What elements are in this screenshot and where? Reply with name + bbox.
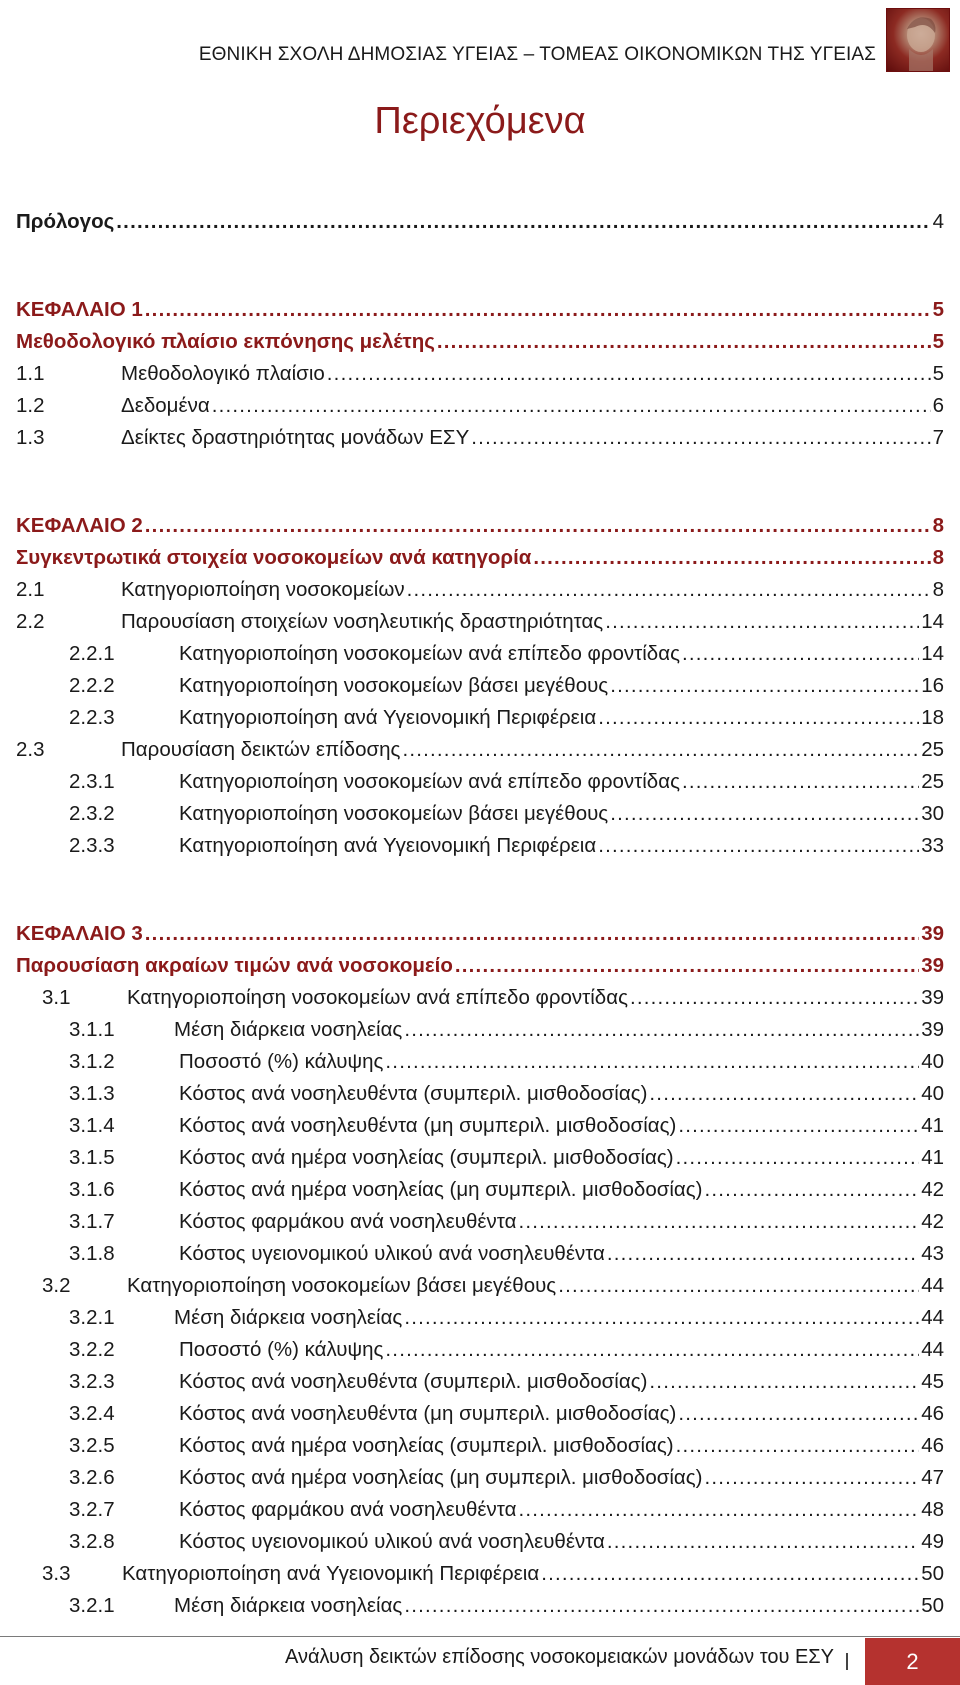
toc-entry-number: 2.2 bbox=[16, 610, 45, 633]
dot-leader bbox=[676, 1434, 920, 1458]
institution-logo bbox=[886, 8, 950, 72]
dot-leader bbox=[705, 1178, 920, 1202]
toc-entry-number: 3.1 bbox=[42, 986, 71, 1009]
toc-entry-title: Κατηγοριοποίηση νοσοκομείων ανά επίπεδο φροντίδας bbox=[179, 642, 680, 665]
dot-leader bbox=[649, 1082, 919, 1106]
toc-entry-title: Κόστος ανά νοσηλευθέντα (μη συμπεριλ. μισθοδοσίας) bbox=[179, 1402, 677, 1425]
toc-entry-2-3-3[interactable] bbox=[16, 834, 944, 866]
toc-entry-title: Κατηγοριοποίηση νοσοκομείων βάσει μεγέθους bbox=[179, 802, 609, 825]
toc-entry-page: 42 bbox=[921, 1210, 944, 1233]
toc-entry-title: Παρουσίαση ακραίων τιμών ανά νοσοκομείο bbox=[16, 954, 453, 977]
toc-entry-title: Κατηγοριοποίηση ανά Υγειονομική Περιφέρεια bbox=[122, 1562, 540, 1585]
toc-entry-number: 3.2.6 bbox=[69, 1466, 115, 1489]
dot-leader bbox=[533, 546, 930, 570]
toc-entry-page: 41 bbox=[921, 1146, 944, 1169]
toc-entry-3-1-2[interactable] bbox=[16, 1050, 944, 1082]
toc-entry-number: 3.1.1 bbox=[69, 1018, 115, 1041]
dot-leader bbox=[116, 210, 930, 234]
page-number-badge bbox=[865, 1638, 960, 1685]
toc-entry-title: Κόστος ανά ημέρα νοσηλείας (συμπεριλ. μισθοδοσίας) bbox=[179, 1434, 674, 1457]
toc-entry-number: 2.2.2 bbox=[69, 674, 115, 697]
toc-entry-title: ΚΕΦΑΛΑΙΟ 1 bbox=[16, 298, 143, 321]
toc-entry-title: ΚΕΦΑΛΑΙΟ 3 bbox=[16, 922, 143, 945]
toc-entry-number: 3.2.8 bbox=[69, 1530, 115, 1553]
running-header: ΕΘΝΙΚΗ ΣΧΟΛΗ ΔΗΜΟΣΙΑΣ ΥΓΕΙΑΣ – ΤΟΜΕΑΣ ΟΙΚΟΝΟΜΙΚΩΝ ΤΗΣ ΥΓΕΙΑΣ bbox=[198, 44, 876, 65]
dot-leader bbox=[558, 1274, 919, 1298]
toc-entry-title: Μέση διάρκεια νοσηλείας bbox=[174, 1594, 403, 1617]
toc-entry-page: 41 bbox=[921, 1114, 944, 1137]
toc-entry-page: 14 bbox=[921, 610, 944, 633]
toc-entry-title: Κόστος φαρμάκου ανά νοσηλευθέντα bbox=[179, 1498, 517, 1521]
toc-entry-page: 8 bbox=[932, 514, 944, 537]
toc-entry-page: 33 bbox=[921, 834, 944, 857]
dot-leader bbox=[610, 674, 919, 698]
page-number: 2 bbox=[906, 1648, 919, 1674]
toc-entry-page: 50 bbox=[921, 1562, 944, 1585]
toc-entry-page: 44 bbox=[921, 1338, 944, 1361]
toc-entry-page: 25 bbox=[921, 770, 944, 793]
dot-leader bbox=[678, 1114, 919, 1138]
toc-entry-title: Κόστος ανά ημέρα νοσηλείας (μη συμπεριλ. μισθοδοσίας) bbox=[179, 1178, 703, 1201]
toc-entry-title: Συγκεντρωτικά στοιχεία νοσοκομείων ανά κατηγορία bbox=[16, 546, 532, 569]
toc-entry-3-2-8[interactable] bbox=[16, 1530, 944, 1562]
toc-entry-page: 43 bbox=[921, 1242, 944, 1265]
dot-leader bbox=[385, 1050, 919, 1074]
dot-leader bbox=[471, 426, 930, 450]
toc-entry-page: 50 bbox=[921, 1594, 944, 1617]
toc-entry-title: Κόστος ανά νοσηλευθέντα (συμπεριλ. μισθοδοσίας) bbox=[179, 1082, 648, 1105]
toc-entry-2-1[interactable] bbox=[16, 578, 944, 610]
toc-entry-title: Κόστος ανά νοσηλευθέντα (συμπεριλ. μισθοδοσίας) bbox=[179, 1370, 648, 1393]
toc-entry-title: Δεδομένα bbox=[121, 394, 210, 417]
toc-entry-number: 1.1 bbox=[16, 362, 45, 385]
toc-entry-page: 30 bbox=[921, 802, 944, 825]
toc-entry-number: 2.2.1 bbox=[69, 642, 115, 665]
toc-entry-number: 3.2.1 bbox=[69, 1594, 115, 1617]
dot-leader bbox=[327, 362, 931, 386]
toc-entry-3-2-5[interactable] bbox=[16, 1434, 944, 1466]
toc-entry-page: 18 bbox=[921, 706, 944, 729]
dot-leader bbox=[212, 394, 931, 418]
toc-entry-number: 3.1.6 bbox=[69, 1178, 115, 1201]
toc-entry-title: Παρουσίαση στοιχείων νοσηλευτικής δραστηριότητας bbox=[121, 610, 604, 633]
toc-entry-page: 5 bbox=[932, 330, 944, 353]
dot-leader bbox=[610, 802, 919, 826]
toc-entry-number: 3.2.2 bbox=[69, 1338, 115, 1361]
toc-entry-number: 3.1.3 bbox=[69, 1082, 115, 1105]
dot-leader bbox=[518, 1210, 919, 1234]
toc-entry-2-2-3[interactable] bbox=[16, 706, 944, 738]
dot-leader bbox=[518, 1498, 919, 1522]
toc-entry-number: 1.3 bbox=[16, 426, 45, 449]
dot-leader bbox=[404, 1594, 919, 1618]
toc-entry-page: 40 bbox=[921, 1050, 944, 1073]
dot-leader bbox=[541, 1562, 919, 1586]
dot-leader bbox=[402, 738, 919, 762]
toc-entry-chapter-1[interactable] bbox=[16, 298, 944, 330]
page-title: Περιεχόμενα bbox=[374, 100, 586, 142]
toc-entry-2-3-2[interactable] bbox=[16, 802, 944, 834]
toc-entry-3-1-1[interactable] bbox=[16, 1018, 944, 1050]
toc-entry-1-2[interactable] bbox=[16, 394, 944, 426]
toc-entry-page: 4 bbox=[932, 210, 944, 233]
dot-leader bbox=[404, 1018, 919, 1042]
toc-entry-title: Κατηγοριοποίηση ανά Υγειονομική Περιφέρεια bbox=[179, 706, 597, 729]
toc-entry-number: 3.2.7 bbox=[69, 1498, 115, 1521]
dot-leader bbox=[682, 770, 919, 794]
toc-entry-number: 3.3 bbox=[42, 1562, 71, 1585]
toc-entry-number: 3.2 bbox=[42, 1274, 71, 1297]
toc-entry-title: Κατηγοριοποίηση νοσοκομείων ανά επίπεδο φροντίδας bbox=[127, 986, 628, 1009]
toc-entry-title: Ποσοστό (%) κάλυψης bbox=[179, 1050, 384, 1073]
toc-entry-title: ΚΕΦΑΛΑΙΟ 2 bbox=[16, 514, 143, 537]
toc-entry-title: Κόστος φαρμάκου ανά νοσηλευθέντα bbox=[179, 1210, 517, 1233]
toc-entry-3-1-4[interactable] bbox=[16, 1114, 944, 1146]
toc-entry-page: 42 bbox=[921, 1178, 944, 1201]
toc-entry-page: 6 bbox=[932, 394, 944, 417]
toc-entry-number: 3.2.4 bbox=[69, 1402, 115, 1425]
dot-leader bbox=[649, 1370, 919, 1394]
toc-entry-number: 2.3.3 bbox=[69, 834, 115, 857]
footer-separator bbox=[846, 1653, 848, 1670]
dot-leader bbox=[678, 1402, 919, 1426]
toc-entry-number: 1.2 bbox=[16, 394, 45, 417]
toc-entry-number: 2.3.1 bbox=[69, 770, 115, 793]
toc-entry-3-3[interactable] bbox=[16, 1562, 944, 1594]
dot-leader bbox=[437, 330, 931, 354]
dot-leader bbox=[705, 1466, 920, 1490]
toc-entry-2-2-2[interactable] bbox=[16, 674, 944, 706]
toc-entry-chapter-2-title[interactable] bbox=[16, 546, 944, 578]
toc-entry-number: 3.2.1 bbox=[69, 1306, 115, 1329]
toc-entry-3-1[interactable] bbox=[16, 986, 944, 1018]
toc-entry-3-2[interactable] bbox=[16, 1274, 944, 1306]
footer-divider bbox=[0, 1636, 960, 1637]
toc-entry-page: 48 bbox=[921, 1498, 944, 1521]
toc-entry-title: Κατηγοριοποίηση νοσοκομείων βάσει μεγέθους bbox=[127, 1274, 557, 1297]
toc-entry-3-1-7[interactable] bbox=[16, 1210, 944, 1242]
toc-entry-number: 3.1.4 bbox=[69, 1114, 115, 1137]
toc-entry-2-2-1[interactable] bbox=[16, 642, 944, 674]
toc-entry-page: 8 bbox=[932, 546, 944, 569]
toc-entry-title: Κατηγοριοποίηση νοσοκομείων bbox=[121, 578, 405, 601]
toc-entry-number: 2.3 bbox=[16, 738, 45, 761]
dot-leader bbox=[630, 986, 919, 1010]
statue-head-icon bbox=[887, 9, 949, 71]
dot-leader bbox=[385, 1338, 919, 1362]
running-footer: Ανάλυση δεικτών επίδοσης νοσοκομειακών μονάδων του ΕΣΥ bbox=[284, 1646, 834, 1668]
dot-leader bbox=[145, 922, 919, 946]
toc-entry-page: 16 bbox=[921, 674, 944, 697]
toc-entry-title: Κόστος ανά ημέρα νοσηλείας (συμπεριλ. μισθοδοσίας) bbox=[179, 1146, 674, 1169]
toc-entry-page: 47 bbox=[921, 1466, 944, 1489]
dot-leader bbox=[598, 706, 919, 730]
dot-leader bbox=[145, 298, 931, 322]
toc-entry-page: 39 bbox=[921, 1018, 944, 1041]
toc-entry-title: Κατηγοριοποίηση νοσοκομείων ανά επίπεδο φροντίδας bbox=[179, 770, 680, 793]
toc-entry-chapter-2[interactable] bbox=[16, 514, 944, 546]
toc-entry-page: 25 bbox=[921, 738, 944, 761]
dot-leader bbox=[404, 1306, 919, 1330]
dot-leader bbox=[607, 1242, 919, 1266]
dot-leader bbox=[676, 1146, 920, 1170]
toc-entry-number: 3.2.3 bbox=[69, 1370, 115, 1393]
toc-entry-number: 2.1 bbox=[16, 578, 45, 601]
toc-entry-2-3-1[interactable] bbox=[16, 770, 944, 802]
toc-entry-2-3[interactable] bbox=[16, 738, 944, 770]
toc-entry-3-3-1[interactable] bbox=[16, 1594, 944, 1626]
dot-leader bbox=[682, 642, 919, 666]
toc-entry-page: 5 bbox=[932, 298, 944, 321]
toc-entry-page: 39 bbox=[921, 922, 944, 945]
toc-entry-3-2-2[interactable] bbox=[16, 1338, 944, 1370]
toc-entry-page: 39 bbox=[921, 986, 944, 1009]
toc-entry-prologue[interactable] bbox=[16, 210, 944, 242]
toc-entry-2-2[interactable] bbox=[16, 610, 944, 642]
toc-entry-1-1[interactable] bbox=[16, 362, 944, 394]
toc-entry-page: 46 bbox=[921, 1402, 944, 1425]
toc-entry-number: 2.3.2 bbox=[69, 802, 115, 825]
toc-entry-title: Κόστος ανά ημέρα νοσηλείας (μη συμπεριλ. μισθοδοσίας) bbox=[179, 1466, 703, 1489]
toc-entry-number: 3.1.2 bbox=[69, 1050, 115, 1073]
dot-leader bbox=[607, 1530, 919, 1554]
toc-entry-title: Πρόλογος bbox=[16, 210, 115, 233]
toc-entry-page: 40 bbox=[921, 1082, 944, 1105]
toc-entry-title: Κόστος υγειονομικού υλικού ανά νοσηλευθέντα bbox=[179, 1242, 605, 1265]
toc-entry-title: Ποσοστό (%) κάλυψης bbox=[179, 1338, 384, 1361]
toc-entry-title: Μεθοδολογικό πλαίσιο εκπόνησης μελέτης bbox=[16, 330, 435, 353]
toc-entry-number: 3.1.5 bbox=[69, 1146, 115, 1169]
toc-entry-number: 3.2.5 bbox=[69, 1434, 115, 1457]
toc-entry-title: Κατηγοριοποίηση νοσοκομείων βάσει μεγέθους bbox=[179, 674, 609, 697]
toc-entry-page: 8 bbox=[932, 578, 944, 601]
toc-entry-3-2-7[interactable] bbox=[16, 1498, 944, 1530]
toc-entry-3-1-5[interactable] bbox=[16, 1146, 944, 1178]
toc-entry-page: 49 bbox=[921, 1530, 944, 1553]
dot-leader bbox=[605, 610, 919, 634]
toc-entry-title: Μεθοδολογικό πλαίσιο bbox=[121, 362, 325, 385]
toc-entry-3-2-3[interactable] bbox=[16, 1370, 944, 1402]
toc-entry-3-1-6[interactable] bbox=[16, 1178, 944, 1210]
dot-leader bbox=[145, 514, 931, 538]
toc-entry-title: Δείκτες δραστηριότητας μονάδων ΕΣΥ bbox=[121, 426, 470, 449]
toc-entry-page: 46 bbox=[921, 1434, 944, 1457]
toc-entry-title: Μέση διάρκεια νοσηλείας bbox=[174, 1306, 403, 1329]
toc-entry-3-2-6[interactable] bbox=[16, 1466, 944, 1498]
toc-entry-page: 44 bbox=[921, 1306, 944, 1329]
toc-entry-title: Κόστος ανά νοσηλευθέντα (μη συμπεριλ. μισθοδοσίας) bbox=[179, 1114, 677, 1137]
toc-entry-title: Παρουσίαση δεικτών επίδοσης bbox=[121, 738, 401, 761]
toc-entry-1-3[interactable] bbox=[16, 426, 944, 458]
toc-entry-3-2-4[interactable] bbox=[16, 1402, 944, 1434]
toc-entry-3-1-8[interactable] bbox=[16, 1242, 944, 1274]
toc-entry-3-1-3[interactable] bbox=[16, 1082, 944, 1114]
toc-entry-chapter-3[interactable] bbox=[16, 922, 944, 954]
toc-entry-page: 44 bbox=[921, 1274, 944, 1297]
dot-leader bbox=[598, 834, 919, 858]
toc-entry-page: 14 bbox=[921, 642, 944, 665]
dot-leader bbox=[455, 954, 919, 978]
toc-entry-3-2-1[interactable] bbox=[16, 1306, 944, 1338]
toc-entry-number: 2.2.3 bbox=[69, 706, 115, 729]
toc-entry-title: Μέση διάρκεια νοσηλείας bbox=[174, 1018, 403, 1041]
toc-entry-page: 45 bbox=[921, 1370, 944, 1393]
toc-entry-title: Κατηγοριοποίηση ανά Υγειονομική Περιφέρεια bbox=[179, 834, 597, 857]
dot-leader bbox=[407, 578, 931, 602]
toc-entry-page: 5 bbox=[932, 362, 944, 385]
toc-entry-chapter-1-title[interactable] bbox=[16, 330, 944, 362]
toc-entry-page: 39 bbox=[921, 954, 944, 977]
toc-entry-page: 7 bbox=[932, 426, 944, 449]
toc-entry-number: 3.1.8 bbox=[69, 1242, 115, 1265]
toc-entry-title: Κόστος υγειονομικού υλικού ανά νοσηλευθέντα bbox=[179, 1530, 605, 1553]
toc-entry-number: 3.1.7 bbox=[69, 1210, 115, 1233]
toc-entry-chapter-3-title[interactable] bbox=[16, 954, 944, 986]
